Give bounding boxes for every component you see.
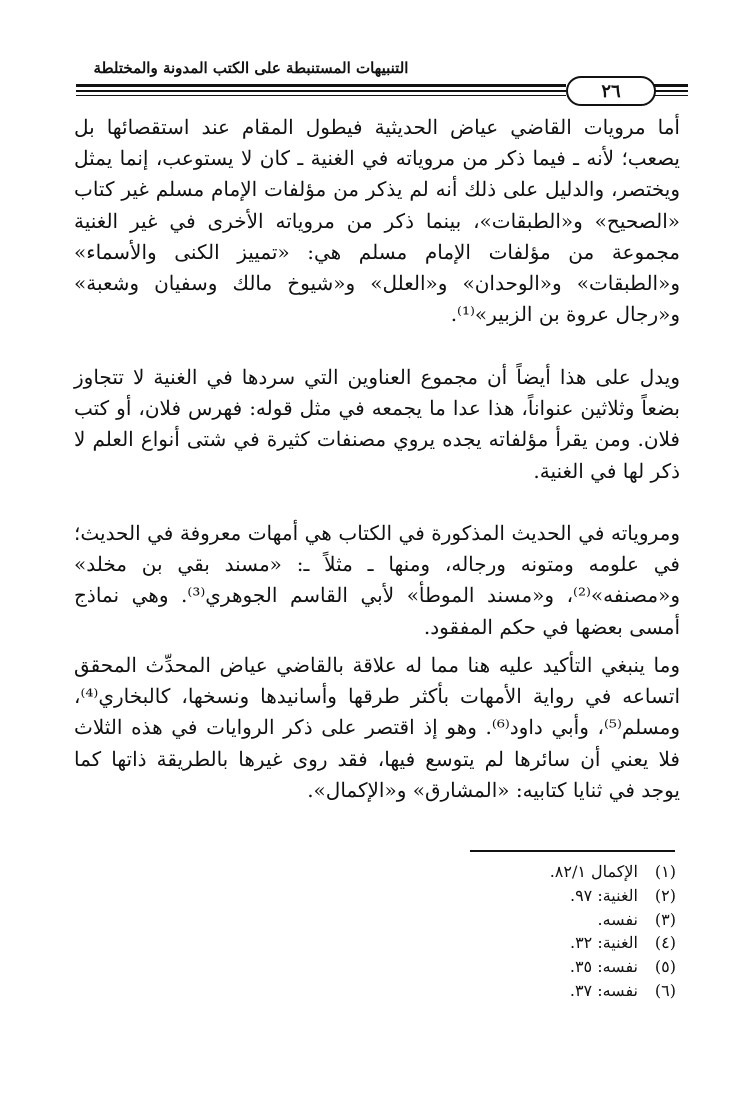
footnote-text: نفسه: ٣٧. (569, 980, 638, 1000)
paragraph-1: أما مرويات القاضي عياض الحديثية فيطول المقام عند استقصائها بل يصعب؛ لأنه ـ فيما ذكر من مروياته في الغنية ـ كان لا يستوعب، إنما يمثل ويختصر، والدليل على ذلك أنه لم يذكر من مؤلفات الإمام مسلم غير كتاب «الصحيح» و«الطبقات»، بينما ذكر من مروياته الأخرى في غير الغنية مجموعة من مؤلفات الإمام مسلم هي: «تمييز الكنى والأسماء» و«الطبقات» و«الوحدان» و«العلل» و«شيوخ مالك وسفيان وشعبة» و«رجال عروة بن الزبير»⁽¹⁾. (74, 115, 680, 327)
footnote-text: الإكمال ٨٢/١. (549, 862, 638, 881)
footnote-6 (74, 979, 676, 1003)
footnote-4 (74, 931, 676, 955)
footnote-number: (٢) (654, 885, 676, 905)
footnote-number: (٥) (654, 957, 676, 977)
footnote-text: نفسه: ٣٥. (569, 957, 638, 977)
paragraph-4: وما ينبغي التأكيد عليه هنا مما له علاقة بالقاضي عياض المحدِّث المحقق اتساعه في رواية الأمهات بأكثر طرقها وأسانيدها ونسخها، كالبخاري⁽⁴⁾، ومسلم⁽⁵⁾، وأبي داود⁽⁶⁾. وهو إذ اقتصر على ذكر الروايات في هذه الثلاث فلا يعني أن سائرها لم يتوسع فيها، فقد روى غيرها بالطريقة ذاتها كما يوجد في ثنايا كتابيه: «المشارق» و«الإكمال». (74, 653, 680, 802)
footnotes-list (74, 860, 676, 1003)
paragraph-2: ويدل على هذا أيضاً أن مجموع العناوين التي سردها في الغنية لا تتجاوز بضعاً وثلاثين عنواناً، هذا عدا ما يجمعه في مثل قوله: فهرس فلان، أو كتب فلان. ومن يقرأ مؤلفاته يجده يروي مصنفات كثيرة في شتى أنواع العلم لا ذكر لها في الغنية. (74, 365, 680, 483)
footnote-text: نفسه. (597, 909, 638, 929)
footnote-number: (٤) (654, 933, 676, 953)
footnote-text: الغنية: ٩٧. (569, 885, 638, 905)
header-rule-right-thin (652, 95, 688, 96)
footnote-text: الغنية: ٣٢. (569, 933, 638, 953)
footnote-5 (74, 955, 676, 979)
header-rule-thick (76, 84, 566, 87)
footnote-3 (74, 908, 676, 932)
header-rule-right-middle (652, 90, 688, 92)
header-rule-right-thick (652, 84, 688, 87)
footnote-number: (١) (654, 862, 676, 881)
footnote-separator (470, 850, 675, 852)
paragraph-3: ومروياته في الحديث المذكورة في الكتاب هي أمهات معروفة في الحديث؛ في علومه ومتونه ورجاله، ومنها ـ مثلاً ـ: «مسند بقي بن مخلد» و«مصنفه»⁽²⁾، و«مسند الموطأ» لأبي القاسم الجوهري⁽³⁾. وهي نماذج أمسى بعضها في حكم المفقود. (74, 521, 680, 639)
page-number: ٢٦ (566, 76, 656, 106)
running-title: التنبيهات المستنبطة على الكتب المدونة والمختلطة (93, 59, 409, 77)
footnote-number: (٦) (654, 980, 676, 1000)
header-rule-middle (76, 90, 566, 92)
footnote-2 (74, 884, 676, 908)
header-rule-thin (76, 95, 566, 96)
footnote-number: (٣) (654, 909, 676, 929)
footnote-1 (74, 860, 676, 884)
